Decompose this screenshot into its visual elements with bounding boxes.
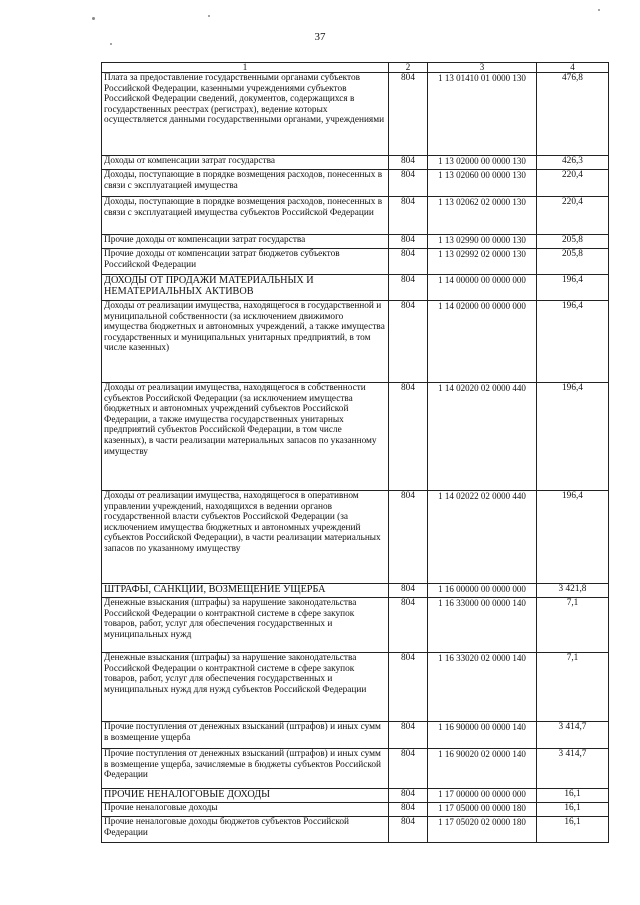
row-name: Прочие поступления от денежных взысканий (штрафов) и иных сумм в возмещение ущерба, зачисляемые в бюджеты субъектов Российской Федерации — [102, 749, 389, 789]
row-name: Прочие поступления от денежных взысканий (штрафов) и иных сумм в возмещение ущерба — [102, 722, 389, 749]
row-amount: 196,4 — [537, 491, 609, 584]
row-admin-code: 804 — [389, 653, 428, 722]
column-header: 3 — [428, 63, 537, 73]
scan-speck — [92, 17, 95, 20]
row-amount: 426,3 — [537, 156, 609, 170]
row-budget-code: 1 17 05000 00 0000 180 — [428, 803, 537, 817]
row-amount: 196,4 — [537, 275, 609, 301]
row-name: Доходы от компенсации затрат государства — [102, 156, 389, 170]
table-row — [102, 301, 609, 383]
table-row — [102, 170, 609, 197]
row-amount: 205,8 — [537, 235, 609, 249]
row-amount: 220,4 — [537, 170, 609, 197]
table-row — [102, 73, 609, 156]
row-amount: 196,4 — [537, 383, 609, 491]
table-row — [102, 491, 609, 584]
row-amount: 205,8 — [537, 249, 609, 275]
row-admin-code: 804 — [389, 156, 428, 170]
row-amount: 196,4 — [537, 301, 609, 383]
row-budget-code: 1 16 33020 02 0000 140 — [428, 653, 537, 722]
row-amount: 7,1 — [537, 598, 609, 653]
row-name: ДОХОДЫ ОТ ПРОДАЖИ МАТЕРИАЛЬНЫХ И НЕМАТЕРИАЛЬНЫХ АКТИВОВ — [102, 275, 389, 301]
row-amount: 3 414,7 — [537, 749, 609, 789]
row-admin-code: 804 — [389, 197, 428, 235]
row-name: Плата за предоставление государственными органами субъектов Российской Федерации, казенными учреждениями субъектов Российской Федерации сведений, документов, содержащихся в государственных реестрах (регистрах), ведение которых осуществляется данными государственными органами, учреждениями — [102, 73, 389, 156]
row-budget-code: 1 16 00000 00 0000 000 — [428, 584, 537, 598]
row-admin-code: 804 — [389, 249, 428, 275]
row-name: Доходы от реализации имущества, находящегося в оперативном управлении учреждений, находящихся в ведении органов государственной власти субъектов Российской Федерации (за исключением имущества бюджетных и автономных учреждений субъектов Российской Федерации), в части реализации материальных запасов по указанному имуществу — [102, 491, 389, 584]
row-admin-code: 804 — [389, 235, 428, 249]
row-amount: 476,8 — [537, 73, 609, 156]
table-row — [102, 197, 609, 235]
table-row — [102, 584, 609, 598]
table-row — [102, 803, 609, 817]
row-name: Прочие доходы от компенсации затрат бюджетов субъектов Российской Федерации — [102, 249, 389, 275]
row-name: Доходы от реализации имущества, находящегося в государственной и муниципальной собственности (за исключением движимого имущества бюджетных и автономных учреждений, а также имущества государственных и муниципальных унитарных предприятий, в том числе казенных) — [102, 301, 389, 383]
row-budget-code: 1 17 05020 02 0000 180 — [428, 817, 537, 843]
column-header: 4 — [537, 63, 609, 73]
table-row — [102, 817, 609, 843]
row-name: Прочие неналоговые доходы — [102, 803, 389, 817]
row-admin-code: 804 — [389, 789, 428, 803]
revenue-table — [101, 62, 609, 843]
row-amount: 16,1 — [537, 789, 609, 803]
row-admin-code: 804 — [389, 170, 428, 197]
table-row — [102, 722, 609, 749]
row-admin-code: 804 — [389, 598, 428, 653]
row-amount: 16,1 — [537, 803, 609, 817]
table-row — [102, 383, 609, 491]
row-name: Доходы, поступающие в порядке возмещения расходов, понесенных в связи с эксплуатацией имущества — [102, 170, 389, 197]
row-admin-code: 804 — [389, 301, 428, 383]
row-budget-code: 1 13 02000 00 0000 130 — [428, 156, 537, 170]
row-amount: 16,1 — [537, 817, 609, 843]
row-name: ПРОЧИЕ НЕНАЛОГОВЫЕ ДОХОДЫ — [102, 789, 389, 803]
row-name: Прочие неналоговые доходы бюджетов субъектов Российской Федерации — [102, 817, 389, 843]
row-budget-code: 1 14 02000 00 0000 000 — [428, 301, 537, 383]
row-admin-code: 804 — [389, 749, 428, 789]
row-admin-code: 804 — [389, 803, 428, 817]
row-name: Доходы от реализации имущества, находящегося в собственности субъектов Российской Федерации (за исключением имущества бюджетных и автономных учреждений субъектов Российской Федерации, а также имущества государственных унитарных предприятий субъектов Российской Федерации, в том числе казенных), в части реализации материальных запасов по указанному имуществу — [102, 383, 389, 491]
row-name: Прочие доходы от компенсации затрат государства — [102, 235, 389, 249]
row-admin-code: 804 — [389, 491, 428, 584]
table-header-row — [102, 63, 609, 73]
scan-speck — [208, 15, 210, 17]
row-budget-code: 1 13 01410 01 0000 130 — [428, 73, 537, 156]
row-name: Денежные взыскания (штрафы) за нарушение законодательства Российской Федерации о контрактной системе в сфере закупок товаров, работ, услуг для обеспечения государственных и муниципальных нужд для нужд субъектов Российской Федерации — [102, 653, 389, 722]
row-budget-code: 1 13 02990 00 0000 130 — [428, 235, 537, 249]
scan-speck — [598, 9, 600, 11]
row-admin-code: 804 — [389, 584, 428, 598]
table-row — [102, 789, 609, 803]
row-admin-code: 804 — [389, 275, 428, 301]
row-budget-code: 1 17 00000 00 0000 000 — [428, 789, 537, 803]
row-amount: 220,4 — [537, 197, 609, 235]
row-budget-code: 1 13 02992 02 0000 130 — [428, 249, 537, 275]
row-amount: 3 421,8 — [537, 584, 609, 598]
table-row — [102, 156, 609, 170]
row-amount: 3 414,7 — [537, 722, 609, 749]
row-budget-code: 1 16 90000 00 0000 140 — [428, 722, 537, 749]
row-budget-code: 1 16 33000 00 0000 140 — [428, 598, 537, 653]
column-header: 2 — [389, 63, 428, 73]
row-name: ШТРАФЫ, САНКЦИИ, ВОЗМЕЩЕНИЕ УЩЕРБА — [102, 584, 389, 598]
row-admin-code: 804 — [389, 722, 428, 749]
table-row — [102, 275, 609, 301]
column-header: 1 — [102, 63, 389, 73]
table-row — [102, 249, 609, 275]
row-amount: 7,1 — [537, 653, 609, 722]
table-row — [102, 653, 609, 722]
row-admin-code: 804 — [389, 383, 428, 491]
table-row — [102, 749, 609, 789]
scan-speck — [110, 43, 112, 45]
row-budget-code: 1 14 02020 02 0000 440 — [428, 383, 537, 491]
row-budget-code: 1 14 02022 02 0000 440 — [428, 491, 537, 584]
row-name: Денежные взыскания (штрафы) за нарушение законодательства Российской Федерации о контрактной системе в сфере закупок товаров, работ, услуг для обеспечения государственных и муниципальных нужд — [102, 598, 389, 653]
row-admin-code: 804 — [389, 73, 428, 156]
row-budget-code: 1 13 02062 02 0000 130 — [428, 197, 537, 235]
table-row — [102, 235, 609, 249]
row-budget-code: 1 13 02060 00 0000 130 — [428, 170, 537, 197]
row-budget-code: 1 14 00000 00 0000 000 — [428, 275, 537, 301]
row-admin-code: 804 — [389, 817, 428, 843]
row-budget-code: 1 16 90020 02 0000 140 — [428, 749, 537, 789]
row-name: Доходы, поступающие в порядке возмещения расходов, понесенных в связи с эксплуатацией имущества субъектов Российской Федерации — [102, 197, 389, 235]
table-row — [102, 598, 609, 653]
page-number: 37 — [314, 31, 326, 43]
